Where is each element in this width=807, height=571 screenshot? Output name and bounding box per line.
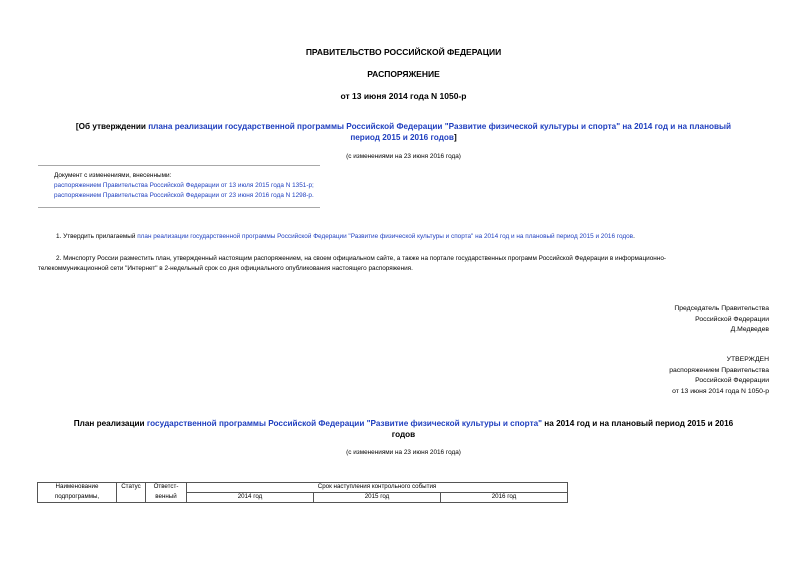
paragraph-1-suffix: . (633, 233, 635, 240)
document-date-number: от 13 июня 2014 года N 1050-р (340, 91, 467, 101)
approval-date: от 13 июня 2014 года N 1050-р (672, 387, 769, 395)
divider-top (38, 165, 320, 166)
title-link-plan[interactable]: плана реализации государственной программы Российской Федерации "Развитие физической культуры и спорта" на 2014 год и на плановый (148, 122, 732, 131)
document-title (20, 121, 787, 143)
plan-title-prefix: План реализации (73, 419, 147, 428)
paragraph-2-line-2: телекоммуникационной сети "Интернет" в 2-недельный срок со дня официального опубликования настоящего распоряжения. (38, 265, 413, 272)
header-control-event-date: Срок наступления контрольного события (187, 483, 568, 493)
government-heading: ПРАВИТЕЛЬСТВО РОССИЙСКОЙ ФЕДЕРАЦИИ (305, 47, 502, 57)
header-responsible: Ответст- (146, 483, 187, 493)
amendments-intro: Документ с изменениями, внесенными: (54, 172, 172, 179)
header-subprogram-cont: подпрограммы, (38, 493, 117, 503)
signature-name: Д.Медведев (730, 326, 769, 333)
approval-status: УТВЕРЖДЕН (726, 356, 769, 363)
plan-title-program-link[interactable]: государственной программы Российской Федерации "Развитие физической культуры и спорта" (146, 419, 543, 428)
signature-position: Председатель Правительства (674, 305, 769, 312)
changes-note: (с изменениями на 23 июня 2016 года) (346, 153, 461, 160)
header-responsible-cont: венный (146, 493, 187, 503)
plan-title (20, 418, 787, 440)
plan-title-line-2: годов (391, 430, 416, 439)
plan-changes-note: (с изменениями на 23 июня 2016 года) (346, 449, 461, 456)
approval-country: Российской Федерации (695, 377, 769, 384)
plan-table (37, 482, 568, 503)
signature-block (674, 304, 769, 336)
signature-country: Российской Федерации (695, 315, 769, 323)
divider-bottom (38, 207, 320, 208)
header-year-2016: 2016 год (441, 493, 568, 503)
header-year-2014: 2014 год (187, 493, 314, 503)
title-prefix: [Об утверждении (75, 122, 149, 131)
header-year-2015: 2015 год (314, 493, 441, 503)
plan-title-suffix: на 2014 год и на плановый период 2015 и 2016 (542, 419, 734, 428)
title-suffix: ] (453, 133, 457, 142)
header-status: Статус (117, 483, 146, 493)
approval-by: распоряжением Правительства (669, 366, 769, 374)
paragraph-1-prefix: 1. Утвердить прилагаемый (56, 233, 138, 240)
document-type-heading: РАСПОРЯЖЕНИЕ (367, 69, 440, 79)
paragraph-1-plan-link[interactable]: план реализации государственной программы Российской Федерации "Развитие физической культуры и спорта" на 2014 год и на плановый период 2015 и 2016 годов (137, 233, 634, 240)
amendment-link-2016[interactable]: распоряжением Правительства Российской Федерации от 23 июня 2016 года N 1298-р. (54, 192, 314, 199)
table-header-row-1 (38, 483, 568, 493)
table-header-row-2 (38, 493, 568, 503)
title-link-plan-continued[interactable]: период 2015 и 2016 годов (350, 133, 454, 142)
header-status-cont (117, 493, 146, 503)
paragraph-2-line-1: 2. Минспорту России разместить план, утвержденный настоящим распоряжением, на своем официальном сайте, а также на портале государственных программ Российской Федерации в информационно- (56, 255, 667, 262)
paragraph-1 (56, 233, 786, 240)
header-subprogram: Наименование (38, 483, 117, 493)
approval-block (669, 355, 769, 397)
amendment-link-2015[interactable]: распоряжением Правительства Российской Федерации от 13 июля 2015 года N 1351-р; (54, 182, 314, 189)
